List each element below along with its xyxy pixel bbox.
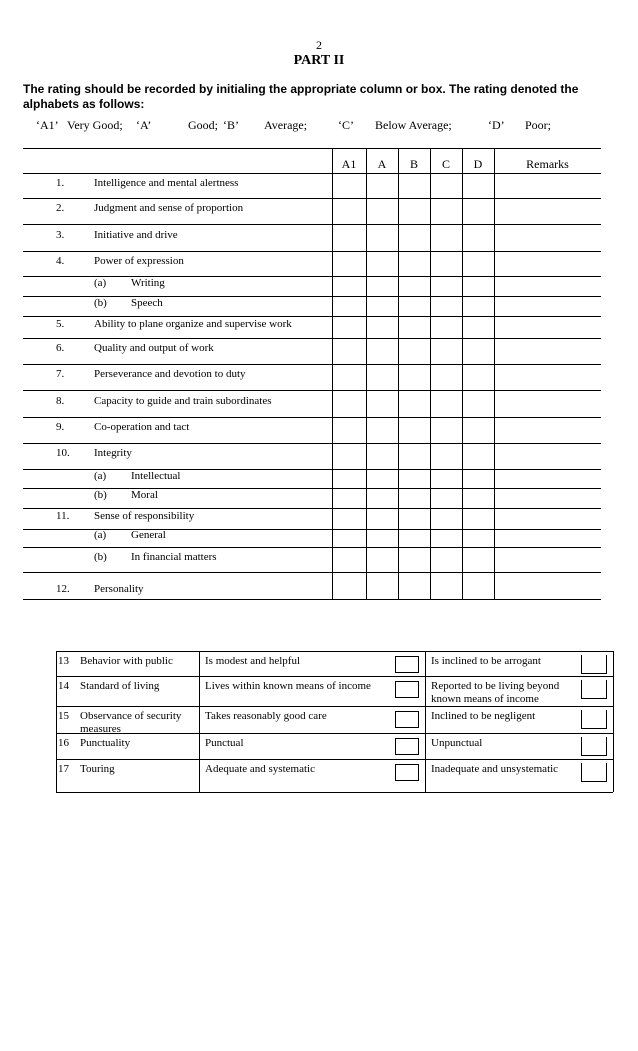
positive-checkbox[interactable] — [395, 681, 419, 698]
behavior-positive: Adequate and systematic — [205, 763, 315, 775]
row-number: 1. — [56, 177, 65, 189]
behavior-positive: Is modest and helpful — [205, 655, 301, 667]
behavior-negative: Reported to be living beyond known means of income — [431, 680, 560, 705]
row-label: Initiative and drive — [94, 229, 178, 241]
behavior-trait: Standard of living — [80, 680, 160, 692]
behavior-negative: Inadequate and unsystematic — [431, 763, 559, 775]
row-number: 9. — [56, 421, 65, 433]
table-column-rule — [613, 651, 614, 792]
header-remarks: Remarks — [526, 157, 569, 171]
row-number: 11. — [56, 510, 70, 522]
behavior-negative: Inclined to be negligent — [431, 710, 536, 722]
header-a1: A1 — [341, 157, 357, 171]
row-sub-letter: (b) — [94, 297, 107, 309]
row-number: 7. — [56, 368, 65, 380]
behavior-number: 14 — [58, 680, 69, 692]
behavior-number: 16 — [58, 737, 69, 749]
legend-meaning-d: Poor; — [525, 118, 552, 132]
row-number: 3. — [56, 229, 65, 241]
row-sub-letter: (a) — [94, 277, 107, 289]
instructions-text: The rating should be recorded by initialing the appropriate column or box. The rating denoted the alphabets as follows: — [23, 82, 579, 111]
row-number: 5. — [56, 318, 65, 330]
behavior-negative: Is inclined to be arrogant — [431, 655, 541, 667]
row-label: Quality and output of work — [94, 342, 214, 354]
row-label: In financial matters — [131, 551, 217, 563]
row-label: Writing — [131, 277, 165, 289]
table-rule — [56, 792, 613, 793]
behavior-number: 13 — [58, 655, 69, 667]
row-label: Sense of responsibility — [94, 510, 195, 522]
negative-checkbox[interactable] — [581, 710, 607, 729]
row-label: Moral — [131, 489, 158, 501]
row-label: Personality — [94, 583, 144, 595]
row-number: 6. — [56, 342, 65, 354]
positive-checkbox[interactable] — [395, 711, 419, 728]
row-label: Integrity — [94, 447, 132, 459]
row-number: 4. — [56, 255, 65, 267]
behavior-trait: Observance of security measures — [80, 710, 182, 735]
row-label: Judgment and sense of proportion — [94, 202, 244, 214]
row-label: Speech — [131, 297, 163, 309]
row-number: 12. — [56, 583, 70, 595]
row-label: Power of expression — [94, 255, 184, 267]
legend-meaning-a-text: Good; — [188, 118, 218, 132]
negative-checkbox[interactable] — [581, 737, 607, 756]
row-label: Co-operation and tact — [94, 421, 190, 433]
behavior-trait: Punctuality — [80, 737, 131, 749]
row-number: 8. — [56, 395, 65, 407]
positive-checkbox[interactable] — [395, 656, 419, 673]
behavior-trait: Behavior with public — [80, 655, 173, 667]
legend-code-b: ‘B’ — [223, 118, 239, 132]
header-a: A — [377, 157, 387, 171]
header-c: C — [441, 157, 450, 171]
behavior-number: 17 — [58, 763, 69, 775]
page-number: 2 — [316, 38, 322, 52]
behavior-number: 15 — [58, 710, 69, 722]
behavior-positive: Lives within known means of income — [205, 680, 371, 692]
header-d: D — [473, 157, 483, 171]
negative-checkbox[interactable] — [581, 763, 607, 782]
legend-code-d: ‘D’ — [488, 118, 505, 132]
positive-checkbox[interactable] — [395, 738, 419, 755]
legend-meaning-b: Average; — [264, 118, 308, 132]
row-number: 2. — [56, 202, 65, 214]
row-label: Ability to plane organize and supervise work — [94, 318, 292, 330]
behavior-positive: Takes reasonably good care — [205, 710, 327, 722]
positive-checkbox[interactable] — [395, 764, 419, 781]
legend-code-c: ‘C’ — [338, 118, 354, 132]
legend-meaning-c: Below Average; — [375, 118, 452, 132]
row-sub-letter: (a) — [94, 470, 107, 482]
row-sub-letter: (b) — [94, 551, 107, 563]
behavior-negative: Unpunctual — [431, 737, 483, 749]
behavior-trait: Touring — [80, 763, 115, 775]
legend-meaning-a: ‘A’ — [136, 118, 152, 132]
header-b: B — [409, 157, 418, 171]
legend-code-a1: ‘A1’ — [36, 118, 59, 132]
row-label: Perseverance and devotion to duty — [94, 368, 246, 380]
row-number: 10. — [56, 447, 70, 459]
row-sub-letter: (b) — [94, 489, 107, 501]
row-label: Intellectual — [131, 470, 181, 482]
negative-checkbox[interactable] — [581, 655, 607, 674]
part-title: PART II — [293, 53, 345, 68]
row-label: Intelligence and mental alertness — [94, 177, 239, 189]
behavior-positive: Punctual — [205, 737, 244, 749]
legend-meaning-a1: Very Good; — [67, 118, 123, 132]
row-sub-letter: (a) — [94, 529, 107, 541]
row-label: Capacity to guide and train subordinates — [94, 395, 272, 407]
negative-checkbox[interactable] — [581, 680, 607, 699]
row-label: General — [131, 529, 166, 541]
